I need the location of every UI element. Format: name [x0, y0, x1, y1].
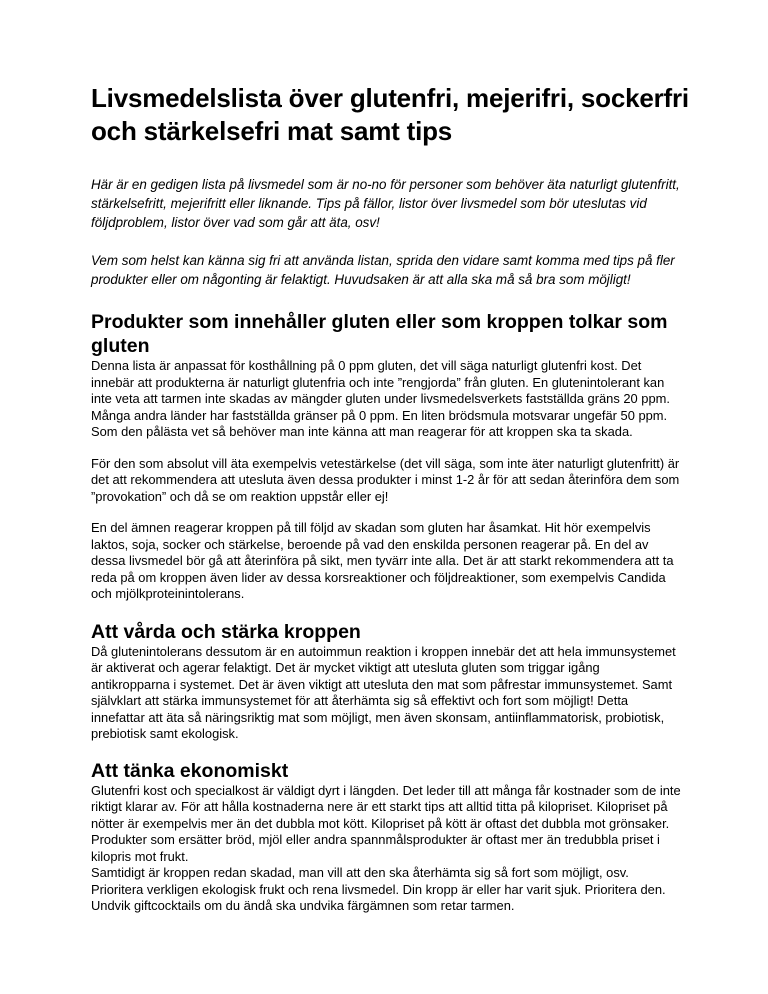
section-paragraph: Samtidigt är kroppen redan skadad, man vill att den ska återhämta sig så fort som möjligt, osv. Prioritera verkligen ekologisk frukt och rena livsmedel. Din kropp är eller har varit sjuk. Prioritera den. Undvik giftcocktails om du ändå ska undvika färgämnen som retar tarmen. — [91, 865, 666, 913]
intro-paragraph: Vem som helst kan känna sig fri att använda listan, sprida den vidare samt komma med tips på fler produkter eller om någonting är felaktigt. Huvudsaken är att alla ska må så bra som möjligt! — [91, 253, 675, 287]
document-title: Livsmedelslista över glutenfri, mejerifri, sockerfri och stärkelsefri mat samt tips — [91, 83, 689, 146]
section-paragraph: Då glutenintolerans dessutom är en autoimmun reaktion i kroppen innebär det att hela immunsystemet är aktiverat och agerar felaktigt. Det är mycket viktigt att utesluta gluten som triggar igång antikropparna i systemet. Det är även viktigt att utesluta den mat som påfrestar immunsystemet. Samt självklart att stärka immunsystemet för att återhämta sig så effektivt och fort som möjligt! Detta innefattar att äta så näringsriktig mat som möjligt, men även skonsam, antiinflammatorisk, probiotisk, prebiotisk samt ekologisk. — [91, 643, 676, 741]
section-paragraph: En del ämnen reagerar kroppen på till följd av skadan som gluten har åsamkat. Hit hör exempelvis laktos, soja, socker och stärkelse, beroende på vad den enskilda personen reagerar på. En del av dessa livsmedel bör gå att återinföra på sikt, men tyvärr inte alla. Det är att starkt rekommendera att ta reda på om kroppen även lider av dessa korsreaktioner och följdreaktioner, som exempelvis Candida och mjölkproteinintolerans. — [91, 520, 674, 601]
section-paragraph: Glutenfri kost och specialkost är väldigt dyrt i längden. Det leder till att många får kostnader som de inte riktigt klarar av. För att hålla kostnaderna nere är ett starkt tips att alltid titta på kilopriset. Kilopriset på nötter är exempelvis mer än det dubbla mot kött. Kilopriset på kött är oftast det dubbla mot grönsaker. Produkter som ersätter bröd, mjöl eller andra spannmålsprodukter är oftast mer än tredubbla priset i kilopris mot frukt. — [91, 782, 681, 864]
section-heading-care-body: Att vårda och stärka kroppen — [91, 620, 361, 643]
intro-paragraph: Här är en gedigen lista på livsmedel som är no-no för personer som behöver äta naturligt glutenfritt, stärkelsefritt, mejerifritt eller liknande. Tips på fällor, listor över livsmedel som bör uteslutas vid följdproblem, listor över vad som går att äta, osv! — [91, 177, 680, 230]
section-heading-economy: Att tänka ekonomiskt — [91, 759, 289, 782]
section-paragraph: Denna lista är anpassat för kosthållning på 0 ppm gluten, det vill säga naturligt glutenfri kost. Det innebär att produkterna är naturligt glutenfria och inte ”rengjorda” från gluten. En glutenintolerant kan inte veta att tarmen inte skadas av mängder gluten under livsmedelsverkets fastställda gräns 20 ppm. Många andra länder har fastställda gränser på 0 ppm. En liten brödsmula motsvarar ungefär 50 ppm. Som den pålästa vet så behöver man inte känna att man reagerar för att kroppen ska ta skada. — [91, 358, 670, 439]
section-paragraph: För den som absolut vill äta exempelvis vetestärkelse (det vill säga, som inte äter naturligt glutenfritt) är det att rekommendera att utesluta även dessa produkter i minst 1-2 år för att sedan återinföra dem som ”provokation” och då se om reaktion uppstår eller ej! — [91, 455, 680, 504]
section-heading-gluten-products: Produkter som innehåller gluten eller som kroppen tolkar som gluten — [91, 311, 668, 357]
